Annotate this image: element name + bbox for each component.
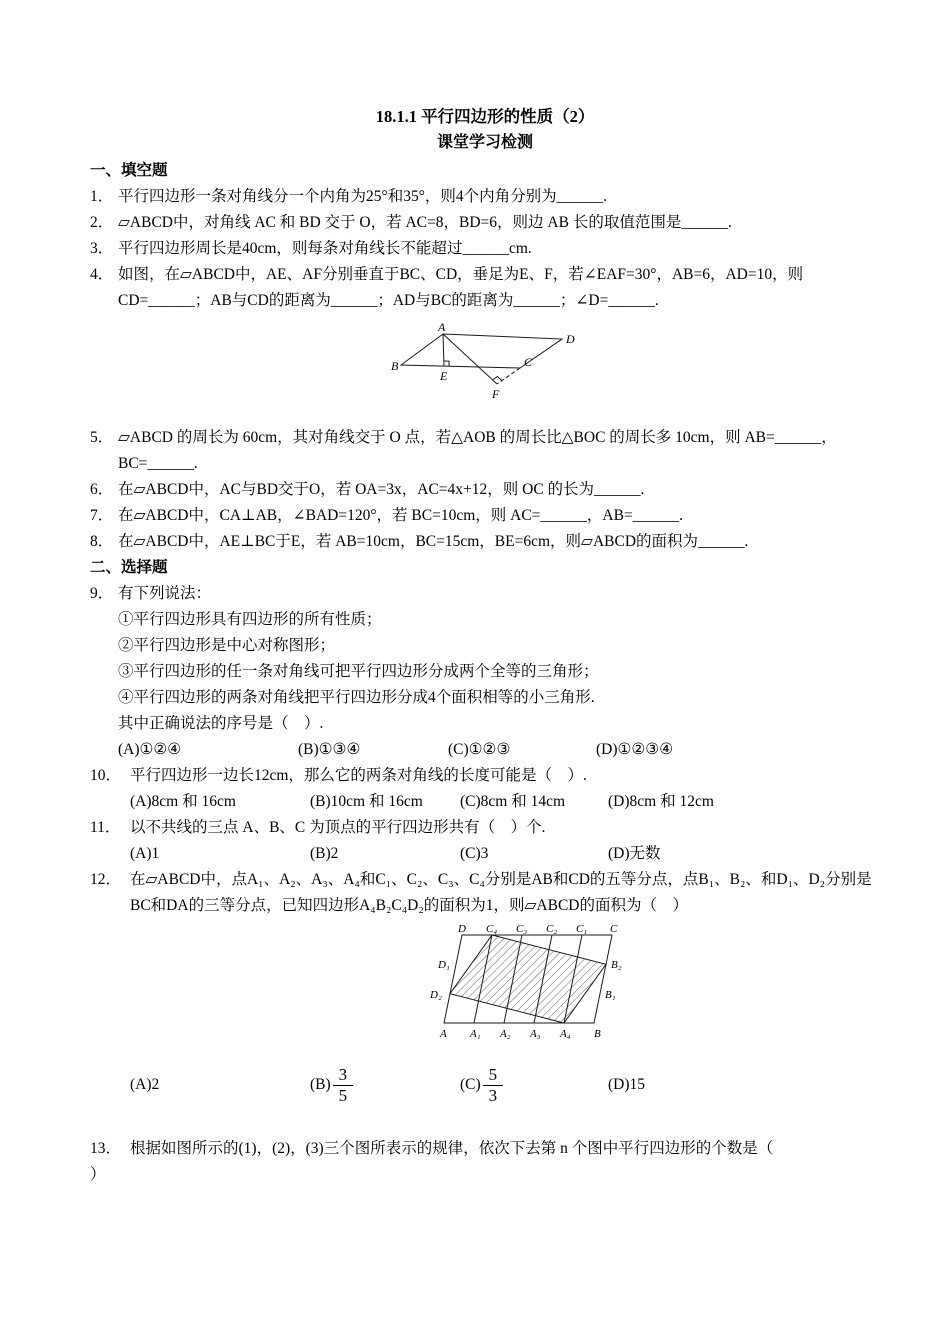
question-1-number: 1． — [90, 188, 114, 205]
question-12-number: 12． — [90, 871, 122, 888]
label-a: A — [440, 1028, 447, 1040]
question-6-text: 在▱ABCD中，AC与BD交于O，若 OA=3x，AC=4x+12，则 OC 的长为______. — [118, 481, 645, 498]
q10-option-a: (A)8cm 和 16cm — [130, 793, 236, 810]
question-5-number: 5． — [90, 429, 114, 446]
q11-option-b: (B)2 — [310, 845, 339, 862]
q12-option-c-fraction — [483, 1065, 504, 1106]
question-3 — [90, 236, 880, 262]
question-9 — [90, 581, 880, 763]
question-9-statement-4: ④平行四边形的两条对角线把平行四边形分成4个面积相等的小三角形. — [118, 689, 595, 706]
figure-q12-svg — [418, 923, 653, 1045]
question-12-options — [130, 1062, 880, 1108]
question-7-text: 在▱ABCD中，CA⊥AB，∠BAD=120°，若 BC=10cm，则 AC=______，AB=______. — [118, 507, 684, 524]
question-3-text: 平行四边形周长是40cm，则每条对角线长不能超过______cm. — [118, 240, 532, 257]
figure-parallelogram-q4 — [390, 322, 880, 415]
foot-label-f: F — [492, 387, 500, 401]
label-d: D — [458, 923, 466, 935]
question-4 — [90, 262, 880, 314]
question-3-number: 3． — [90, 240, 114, 257]
q12-option-b-fraction — [333, 1065, 354, 1106]
segment-cf-dashed — [497, 368, 520, 384]
label-a1: A₁ — [470, 1028, 481, 1040]
question-9-options — [118, 737, 880, 763]
question-1-text: 平行四边形一条对角线分一个内角为25°和35°，则4个内角分别为______. — [118, 188, 608, 205]
question-7-number: 7． — [90, 507, 114, 524]
question-10 — [90, 763, 880, 815]
label-d1: D₁ — [438, 959, 450, 971]
question-10-text: 平行四边形一边长12cm，那么它的两条对角线的长度可能是（ ）. — [130, 767, 587, 784]
q10-option-d: (D)8cm 和 12cm — [608, 793, 714, 810]
question-11-text: 以不共线的三点 A、B、C 为顶点的平行四边形共有（ ）个. — [130, 819, 546, 836]
label-a3: A₃ — [530, 1028, 541, 1040]
foot-label-e: E — [440, 369, 448, 383]
q10-option-c: (C)8cm 和 14cm — [460, 793, 566, 810]
question-9-statement-2: ②平行四边形是中心对称图形； — [118, 637, 336, 654]
vertex-label-c: C — [524, 355, 533, 369]
label-b: B — [594, 1028, 601, 1040]
q12-option-a-label: (A) — [130, 1076, 152, 1093]
q9-option-c: (C)①②③ — [448, 741, 511, 758]
q12-option-d-label: (D) — [608, 1076, 630, 1093]
question-9-prompt: 其中正确说法的序号是（ ）. — [118, 715, 324, 732]
question-9-statement-3: ③平行四边形的任一条对角线可把平行四边形分成两个全等的三角形； — [118, 663, 599, 680]
question-5-text: ▱ABCD 的周长为 60cm，其对角线交于 O 点，若△AOB 的周长比△BOC 的周长多 10cm，则 AB=______，BC=______. — [118, 429, 837, 472]
q12-option-a — [130, 1072, 310, 1098]
question-9-text: 有下列说法： — [118, 585, 212, 602]
q12-option-c-label: (C) — [460, 1075, 481, 1093]
q12-option-c — [460, 1065, 608, 1106]
label-c3: C₃ — [516, 923, 528, 935]
question-12 — [90, 867, 880, 1108]
question-11 — [90, 815, 880, 867]
question-11-options — [130, 841, 880, 867]
question-13-text: 根据如图所示的(1)，(2)，(3)三个图所表示的规律，依次下去第 n 个图中平行四边形的个数是（ — [130, 1140, 774, 1157]
label-c2: C₂ — [546, 923, 558, 935]
q12-option-d-value: 15 — [629, 1076, 646, 1093]
question-10-number: 10． — [90, 767, 122, 784]
figure-parallelogram-q12 — [418, 923, 880, 1054]
label-c: C — [610, 923, 618, 935]
q9-option-a: (A)①②④ — [118, 741, 182, 758]
question-12-text: 在▱ABCD中，点A₁、A₂、A₃、A₄和C₁、C₂、C₃、C₄分别是AB和CD的五等分点，点B₁、B₂、和D₁、D₂分别是BC和DA的三等分点，已知四边形A₄B₂C₄D₂的面积为1，则▱ABCD的面积为（ ） — [130, 871, 872, 914]
fraction-denominator: 5 — [338, 1085, 348, 1105]
q12-option-b-label: (B) — [310, 1075, 331, 1093]
q12-option-b — [310, 1065, 460, 1106]
fraction-denominator: 3 — [488, 1085, 498, 1105]
page-title: 18.1.1 平行四边形的性质（2） — [375, 107, 595, 126]
section1-heading: 一、填空题 — [90, 162, 168, 179]
question-2-number: 2． — [90, 214, 114, 231]
question-9-statement-1: ①平行四边形具有四边形的所有性质； — [118, 611, 382, 628]
question-8-text: 在▱ABCD中，AE⊥BC于E，若 AB=10cm，BC=15cm，BE=6cm，则▱ABCD的面积为______. — [118, 533, 749, 550]
vertex-label-d: D — [566, 332, 575, 346]
q10-option-b: (B)10cm 和 16cm — [310, 793, 423, 810]
fraction-numerator: 3 — [333, 1065, 354, 1086]
question-13 — [90, 1136, 880, 1162]
label-a2: A₂ — [500, 1028, 511, 1040]
label-d2: D₂ — [430, 989, 442, 1001]
question-5 — [90, 425, 880, 477]
fraction-numerator: 5 — [483, 1065, 504, 1086]
q9-option-b: (B)①③④ — [298, 741, 361, 758]
segment-ae — [443, 334, 444, 366]
page-subtitle: 课堂学习检测 — [436, 134, 533, 151]
question-6-number: 6． — [90, 481, 114, 498]
label-c1: C₁ — [576, 923, 588, 935]
label-b1: B₁ — [605, 989, 616, 1001]
label-c4: C₄ — [486, 923, 498, 935]
question-8-number: 8． — [90, 533, 114, 550]
q11-option-c: (C)3 — [460, 845, 489, 862]
vertex-label-a: A — [438, 322, 446, 334]
question-4-text: 如图，在▱ABCD中，AE、AF分别垂直于BC、CD，垂足为E、F，若∠EAF=30°，AB=6，AD=10，则CD=______；AB与CD的距离为______；AD与BC的距离为______；∠D=______. — [118, 266, 804, 309]
question-13-number: 13． — [90, 1140, 122, 1157]
figure-q4-svg — [390, 322, 585, 406]
question-4-number: 4． — [90, 266, 114, 283]
question-6 — [90, 477, 880, 503]
q12-option-d — [608, 1072, 880, 1098]
right-angle-mark-f — [493, 377, 502, 381]
vertex-label-b: B — [391, 359, 399, 373]
question-2-text: ▱ABCD中，对角线 AC 和 BD 交于 O，若 AC=8，BD=6，则边 AB 长的取值范围是______. — [118, 214, 732, 231]
question-13-text-continued: ） — [90, 1166, 106, 1183]
hatched-quad-a4b2c4d2 — [450, 935, 606, 1023]
label-a4: A₄ — [560, 1028, 571, 1040]
label-b2: B₂ — [611, 959, 622, 971]
question-9-number: 9． — [90, 585, 114, 602]
q11-option-a: (A)1 — [130, 845, 160, 862]
right-angle-mark-e — [444, 361, 449, 366]
question-10-options — [130, 789, 880, 815]
q9-option-d: (D)①②③④ — [596, 741, 674, 758]
question-2 — [90, 210, 880, 236]
question-1 — [90, 184, 880, 210]
q11-option-d: (D)无数 — [608, 845, 661, 862]
question-11-number: 11． — [90, 819, 121, 836]
parallelogram-abcd-outline — [401, 334, 562, 368]
segment-af — [443, 334, 497, 384]
question-7 — [90, 503, 880, 529]
q12-option-a-value: 2 — [151, 1076, 160, 1093]
section2-heading: 二、选择题 — [90, 559, 168, 576]
question-8 — [90, 529, 880, 555]
